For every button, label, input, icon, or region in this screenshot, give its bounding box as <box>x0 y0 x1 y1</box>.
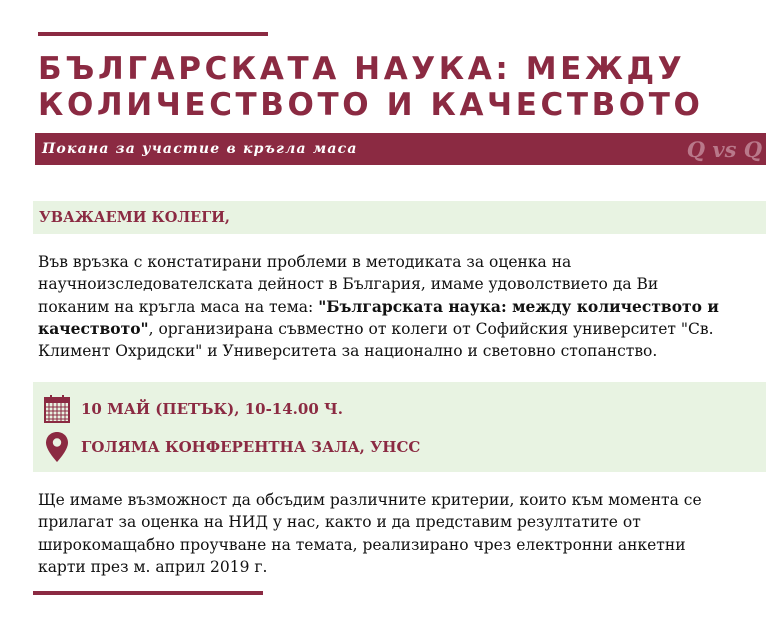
intro-paragraph <box>38 251 728 362</box>
closing-paragraph: Ще имаме възможност да обсъдим различните критерии, които към момента се прилагат за оценка на НИД у нас, както и да представим резултатите от широкомащабно проучване на темата, реализирано чрез електронни анкетни карти през м. април 2019 г. <box>38 491 702 576</box>
page-title <box>38 51 758 123</box>
intro-topic: "Българската наука: между количеството и качеството" <box>38 296 719 338</box>
banner-mark: Q vs Q <box>686 136 762 162</box>
greeting: УВАЖАЕМИ КОЛЕГИ, <box>39 209 230 226</box>
greeting-box <box>33 201 766 234</box>
event-location-row <box>43 432 420 462</box>
event-date-row <box>43 394 343 424</box>
location-pin-icon <box>43 432 71 462</box>
top-divider <box>38 32 268 36</box>
event-location: ГОЛЯМА КОНФЕРЕНТНА ЗАЛА, УНСС <box>81 438 421 456</box>
subtitle-banner <box>35 133 766 165</box>
intro-text-after: , организирана съвместно от колеги от Софийския университет "Св. Климент Охридски" и Университета за национално и световно стопанство. <box>38 319 714 361</box>
bottom-divider <box>33 591 263 595</box>
calendar-icon <box>43 394 71 424</box>
intro-text-before: Във връзка с констатирани проблеми в методиката за оценка на научноизследователската дейност в България, имаме удоволствието да Ви поканим на кръгла маса на тема: <box>38 253 659 316</box>
title-line-1: БЪЛГАРСКАТА НАУКА: МЕЖДУ <box>38 51 686 87</box>
title-line-2: КОЛИЧЕСТВОТО И КАЧЕСТВОТО <box>38 87 704 123</box>
banner-subtitle: Покана за участие в кръгла маса <box>42 141 358 157</box>
event-date: 10 МАЙ (ПЕТЪК), 10-14.00 Ч. <box>81 400 343 418</box>
event-details <box>33 382 766 472</box>
